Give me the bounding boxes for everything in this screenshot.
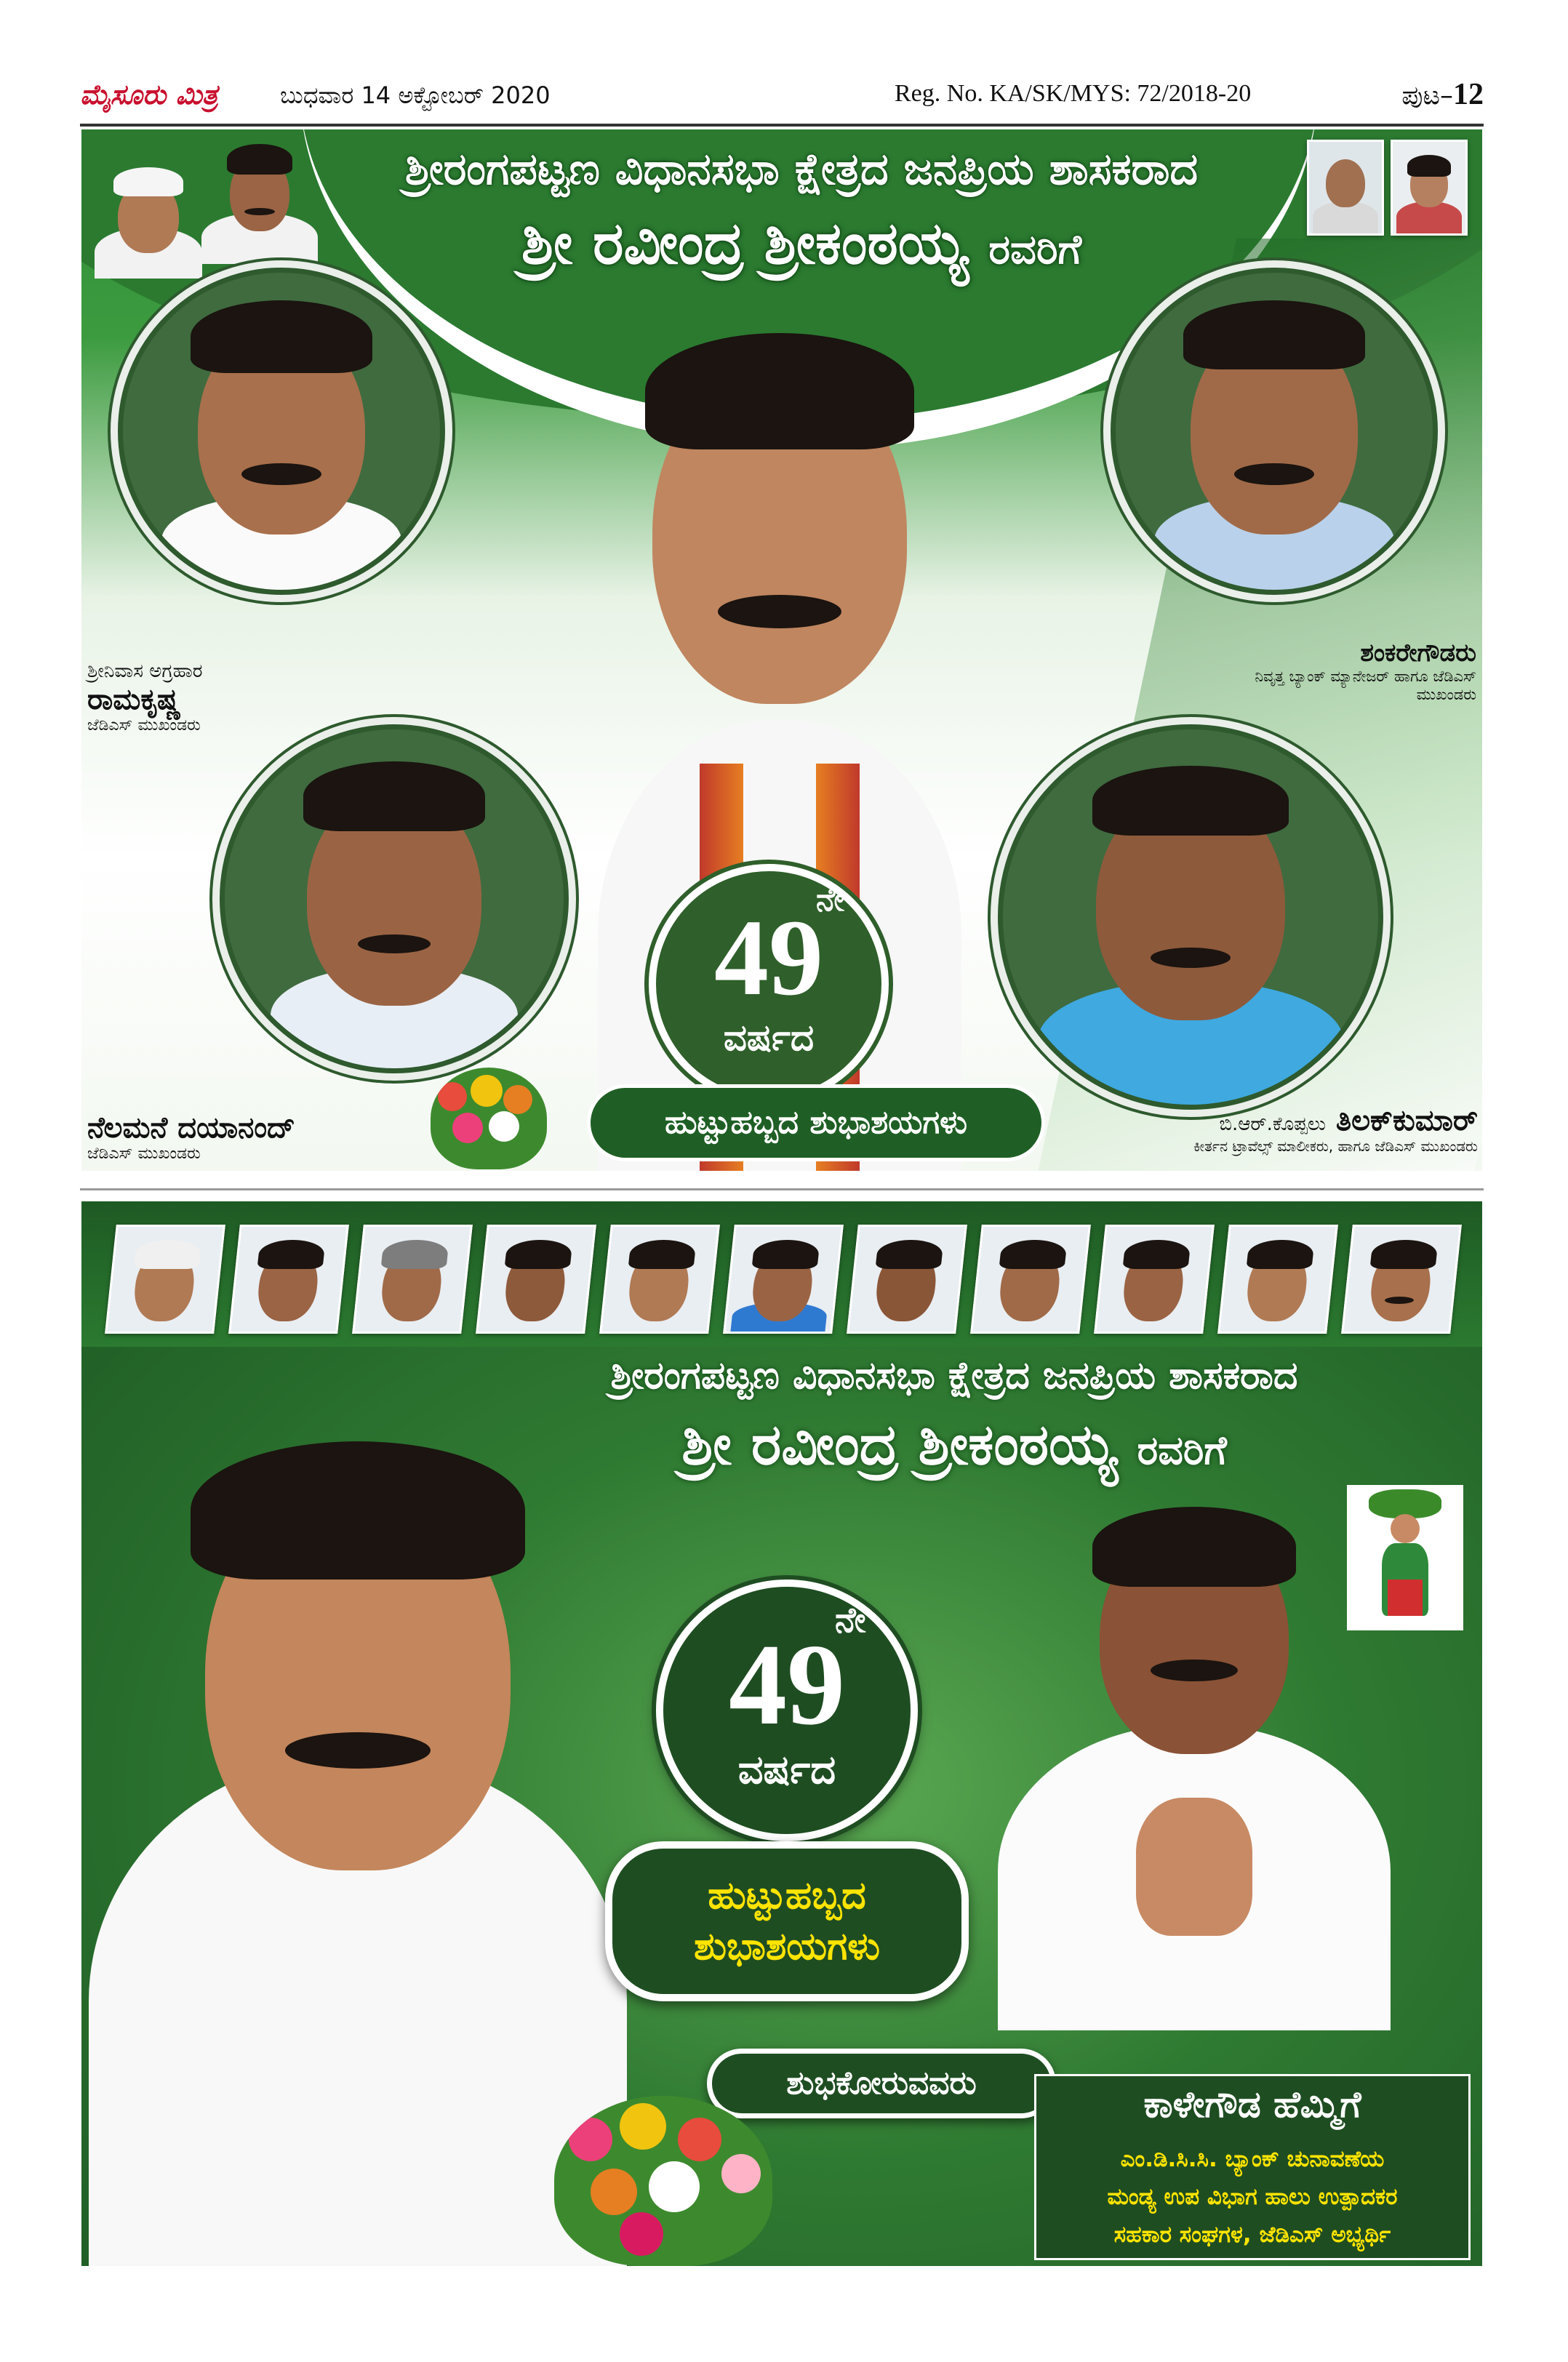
flower-bouquet-icon-2 (554, 2096, 772, 2266)
headline-name-2-main: ಶ್ರೀ ರವೀಂದ್ರ ಶ್ರೀಕಂಠಯ್ಯ (681, 1412, 1118, 1478)
ad-divider (80, 1188, 1484, 1190)
issue-date: ಬುಧವಾರ 14 ಅಕ್ಟೋಬರ್ 2020 (280, 81, 551, 109)
leader-thumb-10 (1217, 1225, 1338, 1334)
supporter-name-block-1 (87, 660, 203, 734)
page-number-value: 12 (1453, 78, 1484, 111)
supporter-2-name: ಶಂಕರೇಗೌಡರು (1360, 638, 1476, 668)
sponsor-name: ಕಾಳೇಗೌಡ ಹೆಮ್ಮಿಗೆ (1143, 2083, 1361, 2126)
supporter-circle-1 (118, 268, 445, 595)
supporter-4-name: ತಿಲಕ್‌ಕುಮಾರ್ (1335, 1104, 1478, 1137)
birthday-ad-top (81, 129, 1482, 1171)
wishers-label: ಶುಭಕೋರುವವರು (707, 2049, 1056, 2118)
headline-name (307, 209, 1296, 278)
supporter-1-prefix: ಶ್ರೀನಿವಾಸ ಅಗ್ರಹಾರ (87, 660, 203, 682)
age-word: ವರ್ಷದ (723, 1017, 815, 1059)
supporter-4-desc: ಕೀರ್ತನ ಟ್ರಾವೆಲ್ಸ್ ಮಾಲೀಕರು, ಹಾಗೂ ಜೆಡಿಎಸ್ ಮುಖಂಡರು (1193, 1137, 1478, 1155)
page-label: ಪುಟ– (1401, 81, 1453, 111)
newspaper-logo: ಮೈಸೂರು ಮಿತ್ರ (80, 79, 218, 111)
headline-name-main: ಶ್ರೀ ರವೀಂದ್ರ ಶ್ರೀಕಂಠಯ್ಯ (521, 209, 969, 277)
leader-thumb-3 (352, 1225, 473, 1334)
portrait-thumb-1 (1307, 140, 1384, 236)
headline-constituency: ಶ್ರೀರಂಗಪಟ್ಟಣ ವಿಧಾನಸಭಾ ಕ್ಷೇತ್ರದ ಜನಪ್ರಿಯ ಶಾಸಕರಾದ (404, 144, 1199, 195)
sponsor-info-box (1034, 2074, 1471, 2260)
party-symbol-icon (1347, 1485, 1463, 1630)
greeting-2-line-1: ಹುಟ್ಟುಹಬ್ಬದ (708, 1874, 866, 1918)
leader-thumb-6 (723, 1225, 844, 1334)
leader-thumb-5 (599, 1225, 720, 1334)
leader-thumb-8 (970, 1225, 1091, 1334)
leader-photo-2 (201, 129, 318, 264)
supporter-name-block-4 (1129, 1104, 1478, 1155)
age-badge (649, 864, 889, 1104)
age-word-2: ವರ್ಷದ (737, 1747, 836, 1793)
age-suffix: ನೇ (816, 881, 844, 918)
birthday-ad-bottom (81, 1201, 1482, 2266)
mla-portrait-left (81, 1369, 634, 2266)
headline-constituency-2: ಶ್ರೀರಂಗಪಟ್ಟಣ ವಿಧಾನಸಭಾ ಕ್ಷೇತ್ರದ ಜನಪ್ರಿಯ ಶಾಸಕರಾದ (610, 1354, 1298, 1398)
age-suffix-2: ನೇ (835, 1600, 866, 1641)
masthead-rule (80, 124, 1484, 127)
portrait-thumb-2 (1391, 140, 1468, 236)
supporter-1-name: ರಾಮಕೃಷ್ಣ (87, 683, 181, 716)
age-number-2: 49 (729, 1620, 845, 1749)
supporter-3-desc: ಜೆಡಿಎಸ್ ಮುಖಂಡರು (87, 1145, 201, 1163)
leader-thumb-7 (847, 1225, 967, 1334)
leader-thumb-11 (1341, 1225, 1462, 1334)
registration-number: Reg. No. KA/SK/MYS: 72/2018-20 (895, 80, 1252, 107)
leader-photo-1 (95, 151, 202, 279)
age-number: 49 (714, 897, 823, 1018)
sponsor-line-3: ಸಹಕಾರ ಸಂಘಗಳ, ಜೆಡಿಎಸ್ ಅಭ್ಯರ್ಥಿ (1113, 2222, 1391, 2248)
headline-name-2-suffix: ರವರಿಗೆ (1137, 1428, 1227, 1473)
supporter-name-block-2 (1252, 638, 1476, 704)
sponsor-line-2: ಮಂಡ್ಯ ಉಪ ವಿಭಾಗ ಹಾಲು ಉತ್ಪಾದಕರ (1107, 2184, 1398, 2210)
supporter-circle-3 (220, 724, 569, 1073)
greeting-pill-2 (605, 1841, 969, 2001)
headline-name-suffix: ರವರಿಗೆ (988, 226, 1082, 273)
supporter-1-desc: ಜೆಡಿಎಸ್ ಮುಖಂಡರು (87, 716, 201, 734)
greeting-pill: ಹುಟ್ಟುಹಬ್ಬದ ಶುಭಾಶಯಗಳು (591, 1088, 1041, 1158)
page-number (1401, 77, 1484, 112)
folded-hands (1136, 1798, 1252, 1936)
masthead (80, 73, 1484, 119)
leader-thumb-9 (1094, 1225, 1215, 1334)
supporter-4-prefix: ಬಿ.ಆರ್.ಕೊಪ್ಪಲು (1219, 1113, 1326, 1135)
leader-thumb-4 (476, 1225, 596, 1334)
supporter-3-name: ನೆಲಮನೆ ದಯಾನಂದ್ (87, 1111, 295, 1145)
sponsor-line-1: ಎಂ.ಡಿ.ಸಿ.ಸಿ. ಬ್ಯಾಂಕ್ ಚುನಾವಣೆಯ (1120, 2146, 1385, 2172)
leader-thumb-1 (105, 1225, 225, 1334)
sponsor-desc (1036, 2140, 1468, 2254)
greeting-2-line-2: ಶುಭಾಶಯಗಳು (694, 1925, 880, 1969)
supporter-circle-4 (998, 724, 1383, 1110)
supporter-name-block-3 (87, 1111, 295, 1163)
leader-thumb-2 (228, 1225, 349, 1334)
supporter-circle-2 (1111, 268, 1438, 595)
supporter-2-desc: ನಿವೃತ್ತ ಬ್ಯಾಂಕ್ ಮ್ಯಾನೇಜರ್ ಹಾಗೂ ಜೆಡಿಎಸ್ ಮುಖಂಡರು (1255, 668, 1476, 703)
flower-bouquet-icon (431, 1068, 547, 1169)
supporter-4-name-line (1129, 1104, 1478, 1137)
sponsor-portrait (991, 1492, 1398, 2030)
age-badge-2 (656, 1580, 918, 1841)
